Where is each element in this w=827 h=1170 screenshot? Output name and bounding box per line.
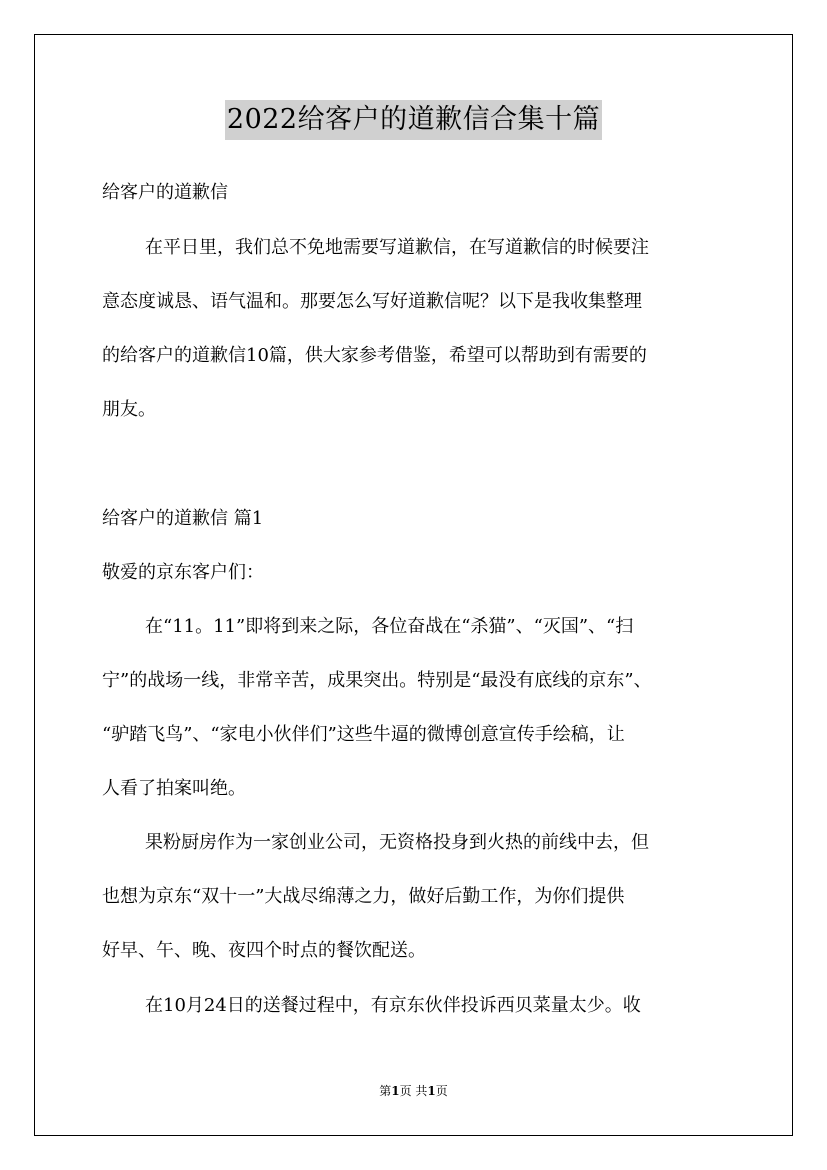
paragraph-line: 宁”的战场一线，非常辛苦，成果突出。特别是“最没有底线的京东”、 [102,670,652,691]
footer-suffix: 页 [435,1084,448,1098]
footer-page-total: 1 [427,1084,436,1098]
paragraph-line: 人看了拍案叫绝。 [102,778,246,799]
intro-line: 朋友。 [102,399,156,420]
intro-line: 在平日里，我们总不免地需要写道歉信，在写道歉信的时候要注 [145,237,649,258]
letter-heading: 给客户的道歉信 篇1 [102,508,264,529]
paragraph-line: “驴踏飞鸟”、“家电小伙伴们”这些牛逼的微博创意宣传手绘稿，让 [102,724,625,745]
paragraph-line: 在“11。11”即将到来之际，各位奋战在“杀猫”、“灭国”、“扫 [145,616,634,637]
footer-middle: 页 共 [399,1084,428,1098]
page-footer [0,1083,827,1099]
intro-line: 的给客户的道歉信10篇，供大家参考借鉴，希望可以帮助到有需要的 [102,345,647,366]
paragraph-line: 在10月24日的送餐过程中，有京东伙伴投诉西贝菜量太少。收 [145,995,641,1016]
paragraph-line: 果粉厨房作为一家创业公司，无资格投身到火热的前线中去，但 [145,832,649,853]
intro-line: 意态度诚恳、语气温和。那要怎么写好道歉信呢？以下是我收集整理 [102,291,642,312]
document-title: 2022给客户的道歉信合集十篇 [225,100,602,140]
footer-prefix: 第 [379,1084,392,1098]
paragraph-line: 好早、午、晚、夜四个时点的餐饮配送。 [102,940,426,961]
section-heading: 给客户的道歉信 [102,182,228,203]
footer-page-number: 1 [391,1084,400,1098]
salutation: 敬爱的京东客户们： [102,562,264,583]
title-container [0,100,827,140]
paragraph-line: 也想为京东“双十一”大战尽绵薄之力，做好后勤工作，为你们提供 [102,886,625,907]
